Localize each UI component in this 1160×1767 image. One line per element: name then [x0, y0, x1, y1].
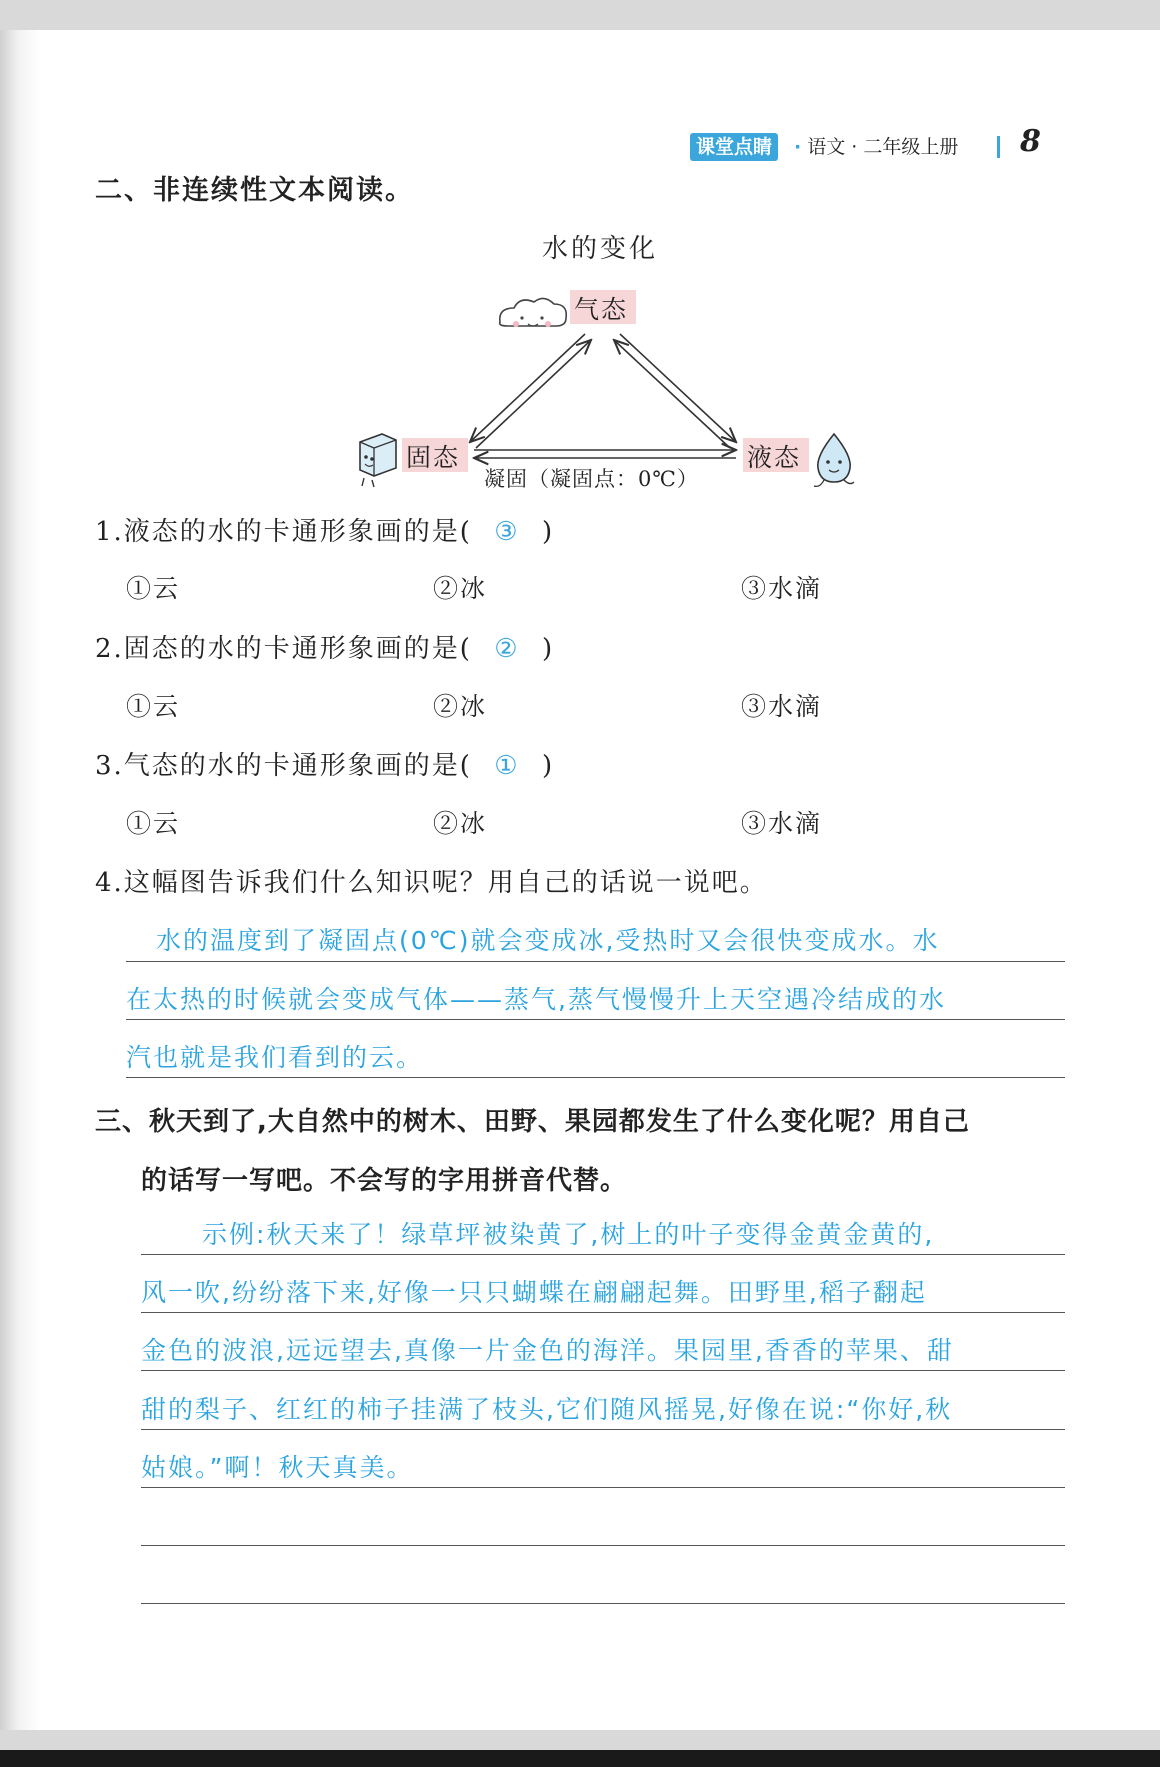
- s3-rule-6: [141, 1545, 1065, 1546]
- q4-rule-1: [126, 961, 1065, 962]
- section3-title-line-2: 的话写一写吧。不会写的字用拼音代替。: [141, 1166, 628, 1196]
- question-2: [95, 631, 554, 667]
- s3-answer-line-5: 姑娘。”啊！秋天真美。: [141, 1453, 414, 1482]
- q1-option-2: ②冰: [433, 574, 488, 603]
- question-1-text: 1.液态的水的卡通形象画的是(: [95, 517, 472, 547]
- q3-option-3: ③水滴: [741, 809, 823, 838]
- section3-title-line-1: 三、秋天到了,大自然中的树木、田野、果园都发生了什么变化呢？用自己: [95, 1107, 970, 1137]
- s3-rule-1: [141, 1254, 1065, 1255]
- s3-answer-line-3: 金色的波浪,远远望去,真像一片金色的海洋。果园里,香香的苹果、甜: [141, 1336, 954, 1365]
- q4-answer-line-1: 水的温度到了凝固点(0℃)就会变成冰,受热时又会很快变成水。水: [156, 926, 940, 955]
- q2-option-1: ①云: [126, 692, 181, 721]
- bottom-bar: [0, 1750, 1160, 1767]
- gas-label: 气态: [574, 295, 629, 324]
- q4-rule-2: [126, 1019, 1065, 1020]
- page-number: 8: [1020, 124, 1041, 159]
- q4-answer-line-2: 在太热的时候就会变成气体——蒸气,蒸气慢慢升上天空遇冷结成的水: [126, 985, 946, 1014]
- s3-rule-2: [141, 1312, 1065, 1313]
- s3-answer-line-2: 风一吹,纷纷落下来,好像一只只蝴蝶在翩翩起舞。田野里,稻子翻起: [141, 1278, 927, 1307]
- s3-answer-line-4: 甜的梨子、红红的柿子挂满了枝头,它们随风摇晃,好像在说:“你好,秋: [141, 1395, 953, 1424]
- question-3-text: 3.气态的水的卡通形象画的是(: [95, 751, 472, 781]
- header-subtitle-text: 语文 · 二年级上册: [807, 136, 959, 158]
- s3-rule-5: [141, 1487, 1065, 1488]
- header-divider: [997, 136, 1000, 158]
- q1-option-3: ③水滴: [741, 574, 823, 603]
- question-3-answer: ①: [494, 751, 520, 781]
- q4-answer-line-3: 汽也就是我们看到的云。: [126, 1043, 424, 1072]
- question-1-answer: ③: [494, 517, 520, 547]
- q2-option-3: ③水滴: [741, 692, 823, 721]
- section2-title: 二、非连续性文本阅读。: [95, 175, 414, 206]
- question-2-text: 2.固态的水的卡通形象画的是(: [95, 634, 472, 664]
- q2-option-2: ②冰: [433, 692, 488, 721]
- q3-option-2: ②冰: [433, 809, 488, 838]
- liquid-label: 液态: [747, 443, 802, 472]
- question-1: [95, 514, 554, 550]
- question-4: 4.这幅图告诉我们什么知识呢？用自己的话说一说吧。: [95, 868, 768, 898]
- question-3-close: ): [541, 751, 555, 781]
- s3-answer-line-1: 示例:秋天来了！绿草坪被染黄了,树上的叶子变得金黄金黄的,: [202, 1220, 935, 1249]
- q3-option-1: ①云: [126, 809, 181, 838]
- solid-label: 固态: [406, 443, 461, 472]
- question-2-close: ): [541, 634, 555, 664]
- diagram-title: 水的变化: [541, 234, 658, 264]
- s3-rule-7: [141, 1603, 1065, 1604]
- header-badge: 课堂点睛: [690, 133, 778, 161]
- header-dot: ·: [794, 136, 802, 158]
- question-1-close: ): [541, 517, 555, 547]
- question-3: [95, 748, 554, 784]
- q4-rule-3: [126, 1077, 1065, 1078]
- q1-option-1: ①云: [126, 574, 181, 603]
- s3-rule-3: [141, 1370, 1065, 1371]
- question-2-answer: ②: [494, 634, 520, 664]
- s3-rule-4: [141, 1429, 1065, 1430]
- freeze-caption: 凝固（凝固点：0℃）: [484, 467, 699, 491]
- header-subtitle: [794, 133, 958, 161]
